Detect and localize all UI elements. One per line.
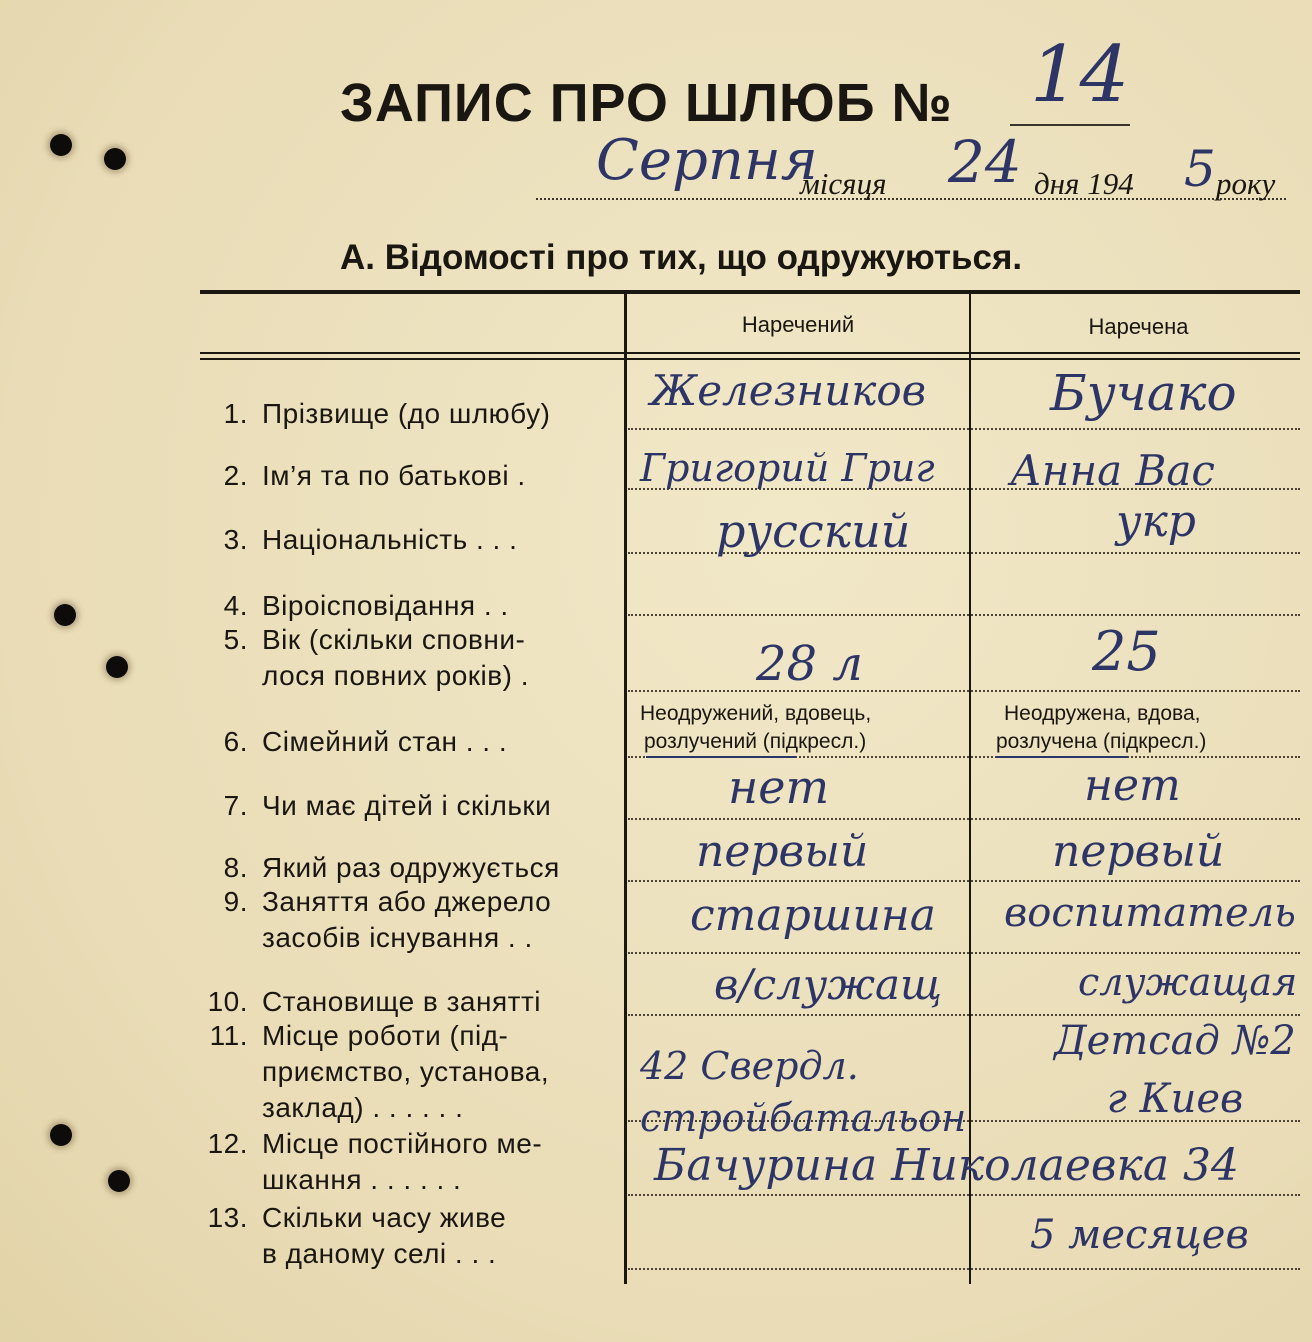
field-number: 4.	[223, 590, 248, 621]
table-header-rule	[200, 352, 1300, 354]
bride-nationality: укр	[1116, 496, 1196, 547]
field-number: 9.	[223, 886, 248, 917]
field-number: 8.	[223, 852, 248, 883]
date-year-label: року	[1216, 166, 1276, 201]
row-separator	[628, 880, 1300, 882]
field-label: приємство, установа,	[262, 1056, 550, 1087]
underline-mark	[646, 756, 796, 758]
groom-age: 28 л	[756, 636, 863, 692]
field-label: шкання . . . . . .	[262, 1164, 462, 1195]
date-month: Серпня	[596, 128, 818, 193]
groom-given-name: Григорий Григ	[640, 446, 935, 490]
groom-position: в/служащ	[714, 960, 943, 1009]
field-label: Віроісповідання . .	[262, 590, 509, 621]
bride-position: служащая	[1078, 960, 1298, 1004]
record-title: ЗАПИС ПРО ШЛЮБ №	[340, 73, 953, 133]
field-label: Сімейний стан . . .	[262, 726, 508, 757]
date-year-digit: 5	[1184, 140, 1216, 198]
field-label: Прізвище (до шлюбу)	[262, 398, 551, 429]
field-label: Становище в занятті	[262, 986, 541, 1017]
table-header-rule-2	[200, 358, 1300, 360]
field-label: заклад) . . . . . .	[262, 1092, 464, 1123]
punch-hole	[104, 148, 126, 170]
groom-children: нет	[728, 760, 830, 814]
bride-children: нет	[1084, 760, 1181, 811]
bride-age: 25	[1092, 620, 1161, 683]
field-number: 12.	[207, 1128, 248, 1159]
field-number: 5.	[223, 624, 248, 655]
field-number: 10.	[207, 986, 248, 1017]
record-number: 14	[1030, 30, 1130, 120]
row-separator	[628, 1268, 1300, 1270]
row-separator	[628, 1194, 1300, 1196]
groom-workplace: 42 Свердл. стройбатальон	[640, 1044, 967, 1140]
bride-workplace: Детсад №2 г Киев	[1054, 1018, 1296, 1122]
field-label: засобів існування . .	[262, 922, 533, 953]
field-number: 11.	[209, 1020, 248, 1051]
field-label: Вік (скільки сповни-	[262, 624, 526, 655]
groom-marital-options: Неодружений, вдовець,	[640, 702, 872, 725]
punch-hole	[108, 1170, 130, 1192]
groom-occupation: старшина	[690, 890, 936, 941]
field-label: Ім’я та по батькові .	[262, 460, 526, 491]
date-line	[536, 198, 1286, 200]
field-number: 3.	[223, 524, 248, 555]
section-title: А. Відомості про тих, що одружуються.	[340, 238, 1023, 277]
groom-marital-options: розлучений (підкресл.)	[644, 730, 867, 753]
groom-surname: Железников	[650, 366, 927, 415]
field-label: Який раз одружується	[262, 852, 560, 883]
field-label: Скільки часу живе	[262, 1202, 507, 1233]
bride-residence-duration: 5 месяцев	[1030, 1212, 1249, 1258]
date-day: 24	[948, 128, 1022, 196]
column-header-groom: Наречений	[741, 312, 855, 337]
bride-marital-options: Неодружена, вдова,	[1004, 702, 1201, 725]
record-number-line	[1010, 124, 1130, 126]
row-separator	[628, 614, 1300, 616]
field-label: Заняття або джерело	[262, 886, 552, 917]
field-label: Чи має дітей і скільки	[262, 790, 552, 821]
punch-hole	[50, 134, 72, 156]
field-number: 6.	[223, 726, 248, 757]
groom-marriage-count: первый	[696, 826, 869, 877]
field-label: Місце постійного ме-	[262, 1128, 543, 1159]
row-separator	[628, 428, 1300, 430]
field-number: 7.	[223, 790, 248, 821]
field-number: 1.	[223, 398, 248, 429]
date-day-label: дня 194	[1034, 166, 1134, 201]
punch-hole	[54, 604, 76, 626]
underline-mark	[996, 756, 1128, 758]
column-header-bride: Наречена	[1088, 314, 1189, 339]
punch-hole	[50, 1124, 72, 1146]
groom-residence: Бачурина Николаевка 34	[654, 1140, 1240, 1191]
bride-marital-options: розлучена (підкресл.)	[996, 730, 1207, 753]
bride-surname: Бучако	[1050, 364, 1237, 422]
field-label: в даному селі . . .	[262, 1238, 497, 1269]
groom-nationality: русский	[716, 504, 911, 558]
row-separator	[628, 818, 1300, 820]
field-number: 2.	[223, 460, 248, 491]
row-separator	[628, 690, 1300, 692]
field-number: 13.	[207, 1202, 248, 1233]
punch-hole	[106, 656, 128, 678]
field-label: Місце роботи (під-	[262, 1020, 509, 1051]
row-separator	[628, 952, 1300, 954]
bride-marriage-count: первый	[1052, 826, 1225, 877]
date-month-label: місяця	[800, 166, 887, 201]
bride-occupation: воспитатель	[1004, 890, 1296, 936]
column-divider-main	[624, 294, 627, 1284]
table-top-rule	[200, 290, 1300, 294]
field-label: лося повних років) .	[262, 660, 530, 691]
field-label: Національність . . .	[262, 524, 518, 555]
bride-given-name: Анна Вас	[1010, 446, 1215, 495]
